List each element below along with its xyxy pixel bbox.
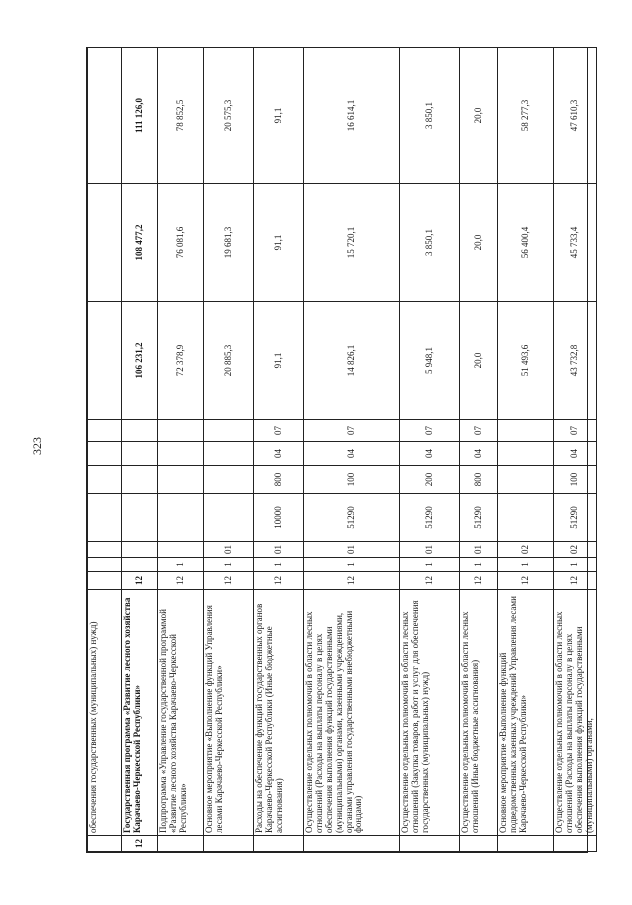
cell-v3: 3 850,1 xyxy=(400,48,460,184)
cell-v2: 20,0 xyxy=(460,184,498,302)
cell-pr: 07 xyxy=(400,420,460,442)
cell-rz: 04 xyxy=(460,442,498,466)
cell-name: Осуществление отдельных полномочий в области лесных отношений (Закупка товаров, работ и услуг для обеспечения государственных (муниципальных) нужд) xyxy=(400,590,460,836)
cell-g: 12 xyxy=(204,572,254,590)
cell-pr: 07 xyxy=(254,420,304,442)
cell-ar: 51290 xyxy=(400,494,460,542)
cell-rz xyxy=(88,442,122,466)
cell-name: обеспечения государственных (муниципальных) нужд) xyxy=(88,590,122,836)
cell-rz: 04 xyxy=(554,442,597,466)
cell-ar xyxy=(88,494,122,542)
cell-v2: 15 720,1 xyxy=(304,184,400,302)
cell-v1: 43 732,8 xyxy=(554,302,597,420)
cell-pr: 07 xyxy=(304,420,400,442)
cell-g: 12 xyxy=(122,572,158,590)
cell-v2: 91,1 xyxy=(254,184,304,302)
cell-v2: 45 733,4 xyxy=(554,184,597,302)
cell-s: 1 xyxy=(460,558,498,572)
cell-pr xyxy=(122,420,158,442)
cell-ar xyxy=(204,494,254,542)
table-row xyxy=(498,48,554,852)
cell-ar: 10000 xyxy=(254,494,304,542)
budget-table-frame xyxy=(86,47,594,853)
cell-pr: 07 xyxy=(554,420,597,442)
cell-rz: 04 xyxy=(254,442,304,466)
cell-v2: 3 850,1 xyxy=(400,184,460,302)
cell-v3: 58 277,3 xyxy=(498,48,554,184)
table-row xyxy=(254,48,304,852)
table-row xyxy=(88,48,122,852)
cell-g: 12 xyxy=(498,572,554,590)
cell-name: Государственная программа «Развитие лесного хозяйства Карачаево-Черкесской Республики» xyxy=(122,590,158,836)
cell-g: 12 xyxy=(158,572,204,590)
cell-no xyxy=(158,836,204,852)
cell-ar: 51290 xyxy=(460,494,498,542)
cell-rz xyxy=(204,442,254,466)
cell-v3: 20 575,3 xyxy=(204,48,254,184)
cell-v3: 20,0 xyxy=(460,48,498,184)
cell-p xyxy=(158,542,204,558)
cell-v3: 47 610,3 xyxy=(554,48,597,184)
cell-s: 1 xyxy=(498,558,554,572)
cell-g: 12 xyxy=(460,572,498,590)
table-row xyxy=(400,48,460,852)
cell-s xyxy=(88,558,122,572)
cell-no xyxy=(400,836,460,852)
cell-name: Основное мероприятие «Выполнение функций Управления лесами Карачаево-Черкесской Республики» xyxy=(204,590,254,836)
cell-no xyxy=(554,836,597,852)
cell-v3: 16 614,1 xyxy=(304,48,400,184)
cell-v1: 20 885,3 xyxy=(204,302,254,420)
cell-ar xyxy=(158,494,204,542)
cell-rz xyxy=(158,442,204,466)
cell-v3: 91,1 xyxy=(254,48,304,184)
cell-pr: 07 xyxy=(460,420,498,442)
cell-s: 1 xyxy=(158,558,204,572)
cell-no xyxy=(204,836,254,852)
table-row xyxy=(158,48,204,852)
cell-s: 1 xyxy=(204,558,254,572)
cell-v2: 56 400,4 xyxy=(498,184,554,302)
cell-g: 12 xyxy=(304,572,400,590)
cell-vr xyxy=(88,466,122,494)
cell-s: 1 xyxy=(304,558,400,572)
cell-g xyxy=(88,572,122,590)
cell-no: 12 xyxy=(122,836,158,852)
cell-v1: 51 493,6 xyxy=(498,302,554,420)
cell-rz xyxy=(498,442,554,466)
cell-v3: 78 852,5 xyxy=(158,48,204,184)
cell-p: 02 xyxy=(554,542,597,558)
cell-s xyxy=(122,558,158,572)
cell-s: 1 xyxy=(254,558,304,572)
cell-v1: 106 231,2 xyxy=(122,302,158,420)
cell-pr xyxy=(498,420,554,442)
cell-ar xyxy=(122,494,158,542)
cell-p: 01 xyxy=(254,542,304,558)
cell-ar xyxy=(498,494,554,542)
cell-no xyxy=(304,836,400,852)
cell-vr xyxy=(498,466,554,494)
cell-no xyxy=(460,836,498,852)
cell-rz xyxy=(122,442,158,466)
cell-vr xyxy=(204,466,254,494)
cell-vr xyxy=(122,466,158,494)
table-row xyxy=(122,48,158,852)
cell-vr: 800 xyxy=(254,466,304,494)
cell-vr: 100 xyxy=(304,466,400,494)
cell-v1: 20,0 xyxy=(460,302,498,420)
cell-name: Осуществление отдельных полномочий в области лесных отношений (Иные бюджетные ассигнования) xyxy=(460,590,498,836)
cell-no xyxy=(88,836,122,852)
cell-v2: 19 681,3 xyxy=(204,184,254,302)
cell-ar: 51290 xyxy=(554,494,597,542)
cell-pr xyxy=(158,420,204,442)
table-row xyxy=(554,48,597,852)
cell-v3: 111 126,0 xyxy=(122,48,158,184)
cell-p: 02 xyxy=(498,542,554,558)
page-number: 323 xyxy=(30,437,44,455)
cell-rz: 04 xyxy=(400,442,460,466)
cell-ar: 51290 xyxy=(304,494,400,542)
table-row xyxy=(460,48,498,852)
cell-vr xyxy=(158,466,204,494)
table-row xyxy=(204,48,254,852)
cell-name: Осуществление отдельных полномочий в области лесных отношений (Расходы на выплаты персоналу в целях обеспечения выполнения функций государственными (муниципальными) органами, казенными учреждениями, органами управления государственными внебюджетными фондами) xyxy=(304,590,400,836)
budget-table-rotated xyxy=(87,48,594,852)
cell-pr xyxy=(88,420,122,442)
cell-name: Расходы на обеспечение функций государственных органов Карачаево-Черкесской Республики (Иные бюджетные ассигнования) xyxy=(254,590,304,836)
cell-s: 1 xyxy=(554,558,597,572)
cell-name: Основное мероприятие «Выполнение функций подведомственных казенных учреждений Управления лесами Карачаево-Черкесской Республики» xyxy=(498,590,554,836)
cell-name: Подпрограмма «Управление государственной программой «Развитие лесного хозяйства Карачаево-Черкесской Республики» xyxy=(158,590,204,836)
cell-p xyxy=(122,542,158,558)
cell-v2 xyxy=(88,184,122,302)
cell-v1: 91,1 xyxy=(254,302,304,420)
cell-p: 01 xyxy=(400,542,460,558)
cell-g: 12 xyxy=(554,572,597,590)
cell-vr: 200 xyxy=(400,466,460,494)
table-row xyxy=(304,48,400,852)
cell-p: 01 xyxy=(304,542,400,558)
cell-vr: 800 xyxy=(460,466,498,494)
cell-g: 12 xyxy=(254,572,304,590)
cell-p xyxy=(88,542,122,558)
cell-name: Осуществление отдельных полномочий в области лесных отношений (Расходы на выплаты персоналу в целях обеспечения выполнения функций государственными (муниципальными) органами, xyxy=(554,590,597,836)
cell-pr xyxy=(204,420,254,442)
cell-v1: 72 378,9 xyxy=(158,302,204,420)
cell-rz: 04 xyxy=(304,442,400,466)
cell-v1: 5 948,1 xyxy=(400,302,460,420)
cell-v1 xyxy=(88,302,122,420)
cell-no xyxy=(254,836,304,852)
cell-no xyxy=(498,836,554,852)
budget-table xyxy=(87,47,597,852)
cell-v3 xyxy=(88,48,122,184)
cell-v2: 108 477,2 xyxy=(122,184,158,302)
cell-v2: 76 081,6 xyxy=(158,184,204,302)
cell-g: 12 xyxy=(400,572,460,590)
cell-v1: 14 826,1 xyxy=(304,302,400,420)
cell-p: 01 xyxy=(204,542,254,558)
cell-p: 01 xyxy=(460,542,498,558)
cell-vr: 100 xyxy=(554,466,597,494)
cell-s: 1 xyxy=(400,558,460,572)
